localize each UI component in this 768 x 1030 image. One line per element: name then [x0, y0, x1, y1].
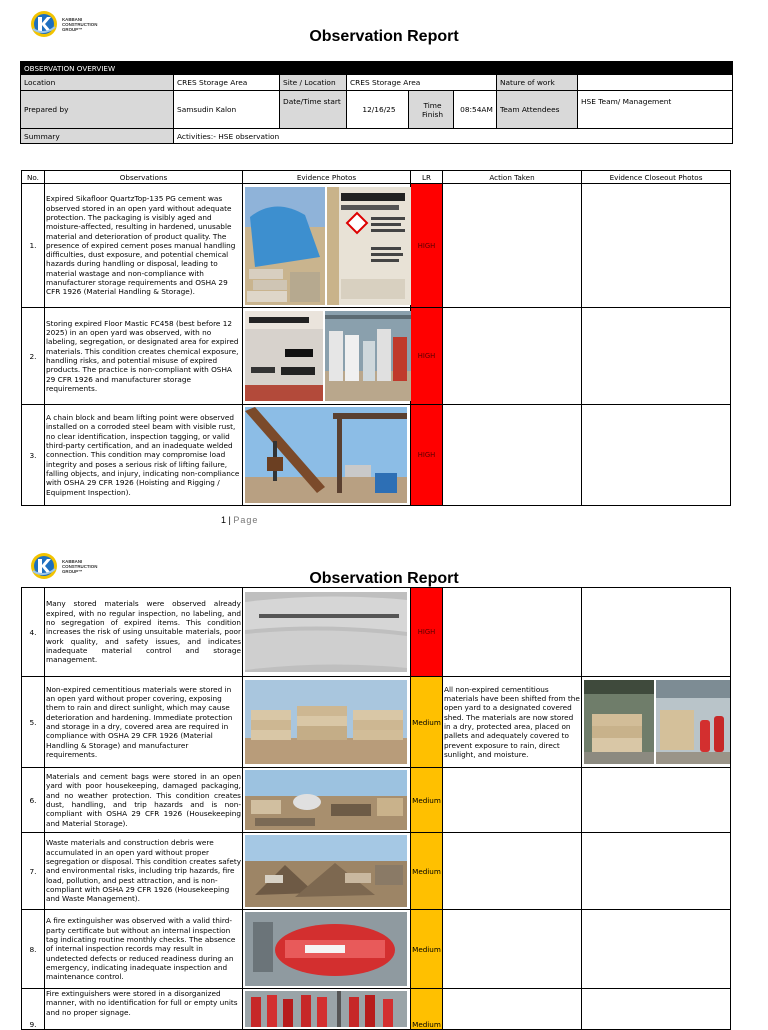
row-number: 6.	[22, 768, 45, 833]
cement-bags-photo	[245, 187, 325, 305]
evidence-photos	[243, 910, 411, 989]
page-number: 1	[221, 515, 227, 525]
stored-extinguishers-photo	[245, 991, 407, 1027]
location-label: Location	[21, 75, 174, 91]
row-number: 4.	[22, 588, 45, 677]
closeout-photos	[582, 405, 731, 506]
row-number: 2.	[22, 308, 45, 405]
row-number: 8.	[22, 910, 45, 989]
overview-header-row	[21, 62, 733, 75]
observation-text: Materials and cement bags were stored in an open yard with poor housekeeping, damaged packaging, and no weather protection. This condition creates dust, handling, and trip hazards and is non-compliant with OSHA 29 CFR 1926 (Housekeeping and Material Storage).	[45, 768, 243, 833]
col-evidence-photos: Evidence Photos	[243, 171, 411, 184]
drums-storage-photo	[325, 311, 411, 401]
evidence-photos	[243, 677, 411, 768]
table-row	[22, 588, 731, 677]
observations-header-row	[22, 171, 731, 184]
action-taken	[443, 833, 582, 910]
risk-level-badge: HIGH	[411, 588, 443, 677]
covered-shed-photo	[584, 680, 654, 764]
evidence-photos	[243, 588, 411, 677]
prepared-label: Prepared by	[21, 91, 174, 129]
overview-row-location	[21, 75, 733, 91]
row-number: 9.	[22, 989, 45, 1030]
time-finish-value: 08:54AM	[454, 91, 497, 129]
risk-level-badge: Medium	[411, 677, 443, 768]
observation-text: Non-expired cementitious materials were stored in an open yard without proper covering, exposing them to rain and direct sunlight, which may cause deterioration and hardening. Immediate protection and storage in a dry, covered area are required in compliance with OSHA 29 CFR 1926 (Material Handling & Storage) and manufacturer requirements.	[45, 677, 243, 768]
table-row	[22, 768, 731, 833]
observation-text: Expired Sikafloor QuartzTop-135 PG cement was observed stored in an open yard without adequate protection. The packaging is visibly aged and moisture-affected, resulting in hardened, unusable material and deterioration of product quality. The presence of expired cement poses manual handling difficulties, dust exposure, and potential chemical hazards during handling or disposal, leading to material wastage and non-compliance with manufacturer storage requirements and OSHA 29 CFR 1926 (Material Handling & Storage).	[45, 184, 243, 308]
fire-extinguisher-photo	[245, 912, 407, 986]
summary-value: Activities:- HSE observation	[174, 129, 733, 144]
observation-overview-table	[20, 61, 733, 144]
yard-housekeeping-photo	[245, 770, 407, 830]
row-number: 5.	[22, 677, 45, 768]
nature-label: Nature of work	[497, 75, 578, 91]
cement-pallets-photo	[245, 680, 407, 764]
overview-header: OBSERVATION OVERVIEW	[21, 62, 733, 75]
site-value: CRES Storage Area	[347, 75, 497, 91]
action-taken	[443, 184, 582, 308]
risk-level-badge: Medium	[411, 910, 443, 989]
observation-text: Storing expired Floor Mastic FC458 (best before 12 2025) in an open yard was observed, with no labeling, segregation, or designated area for expired materials. This condition creates chemical exposure, handling risks, and potential misuse of expired products. The practice is non-compliant with OSHA 29 CFR 1926 and manufacturer storage requirements.	[45, 308, 243, 405]
closeout-photos	[582, 677, 731, 768]
row-number: 1.	[22, 184, 45, 308]
page-label: Page	[233, 515, 259, 525]
observation-text: Fire extinguishers were stored in a disorganized manner, with no identification for full or empty units and no proper signage.	[45, 989, 243, 1030]
table-row	[22, 910, 731, 989]
shed-extinguisher-photo	[656, 680, 730, 764]
construction-debris-photo	[245, 835, 407, 907]
observation-text: Many stored materials were observed already expired, with no regular inspection, no labeling, and no segregation of expired items. This condition increases the risk of using unsuitable materials, poor work quality, and safety issues, and indicates inadequate material control and storage management.	[45, 588, 243, 677]
table-row	[22, 308, 731, 405]
action-taken	[443, 588, 582, 677]
page-title: Observation Report	[309, 28, 459, 45]
datetime-label: Date/Time start	[280, 91, 347, 129]
sikafloor-label-photo	[327, 187, 411, 305]
table-row	[22, 989, 731, 1030]
location-value: CRES Storage Area	[174, 75, 280, 91]
table-row	[22, 405, 731, 506]
col-observations: Observations	[45, 171, 243, 184]
closeout-photos	[582, 989, 731, 1030]
observation-text: Waste materials and construction debris were accumulated in an open yard without proper segregation or disposal. This condition creates safety and environmental risks, including trip hazards, fire load, pollution, and pest attraction, and is non-compliant with OSHA 29 CFR 1926 (Housekeeping and Waste Management).	[45, 833, 243, 910]
nature-value	[578, 75, 733, 91]
closeout-photos	[582, 910, 731, 989]
action-taken	[443, 989, 582, 1030]
page-title: Observation Report	[309, 570, 459, 587]
logo-text: KABBANI CONSTRUCTION GROUP™	[62, 16, 98, 32]
action-taken	[443, 308, 582, 405]
evidence-photos	[243, 184, 411, 308]
attendees-label: Team Attendees	[497, 91, 578, 129]
evidence-photos	[243, 308, 411, 405]
closeout-photos	[582, 588, 731, 677]
evidence-photos	[243, 768, 411, 833]
risk-level-badge: HIGH	[411, 184, 443, 308]
date-value: 12/16/25	[347, 91, 409, 129]
action-taken	[443, 405, 582, 506]
action-taken	[443, 910, 582, 989]
risk-level-badge: Medium	[411, 833, 443, 910]
time-finish-label: Time Finish	[409, 91, 454, 129]
risk-level-badge: HIGH	[411, 308, 443, 405]
evidence-photos	[243, 833, 411, 910]
overview-row-prepared	[21, 91, 733, 129]
risk-level-badge: HIGH	[411, 405, 443, 506]
page-number-footer	[221, 515, 258, 525]
evidence-photos	[243, 989, 411, 1030]
expired-bags-photo	[245, 592, 407, 672]
table-row	[22, 677, 731, 768]
action-taken: All non-expired cementitious materials have been shifted from the open yard to a designated covered shed. The materials are now stored in a dry, protected area, placed on pallets and adequately covered to prevent exposure to rain, direct sunlight, and moisture.	[443, 677, 582, 768]
col-no: No.	[22, 171, 45, 184]
closeout-photos	[582, 833, 731, 910]
summary-label: Summary	[21, 129, 174, 144]
col-lr: LR	[411, 171, 443, 184]
row-number: 3.	[22, 405, 45, 506]
col-closeout-photos: Evidence Closeout Photos	[582, 171, 731, 184]
table-row	[22, 833, 731, 910]
row-number: 7.	[22, 833, 45, 910]
risk-level-badge: Medium	[411, 768, 443, 833]
closeout-photos	[582, 768, 731, 833]
site-label: Site / Location	[280, 75, 347, 91]
closeout-photos	[582, 308, 731, 405]
action-taken	[443, 768, 582, 833]
observation-text: A fire extinguisher was observed with a valid third-party certificate but without an internal inspection tag indicating routine monthly checks. The absence of internal inspection records may result in undetected defects or reduced readiness during an emergency, indicating inadequate inspection and maintenance control.	[45, 910, 243, 989]
logo-text: KABBANI CONSTRUCTION GROUP™	[62, 558, 98, 574]
observations-table-page-1	[21, 170, 731, 506]
observation-text: A chain block and beam lifting point were observed installed on a corroded steel beam with visible rust, no clear identification, inspection tagging, or valid third-party certification, and an inadequate welded connection. This condition may compromise load integrity and poses a serious risk of lifting failure, falling objects, and injury, indicating non-compliance with OSHA 29 CFR 1926 (Hoisting and Rigging / Equipment Inspection).	[45, 405, 243, 506]
floor-mastic-label-photo	[245, 311, 323, 401]
observations-table-page-2	[21, 587, 731, 1030]
closeout-photos	[582, 184, 731, 308]
table-row	[22, 184, 731, 308]
col-action-taken: Action Taken	[443, 171, 582, 184]
page-separator: |	[226, 515, 234, 525]
evidence-photos	[243, 405, 411, 506]
risk-level-badge: Medium	[411, 989, 443, 1030]
attendees-value: HSE Team/ Management	[578, 91, 733, 129]
prepared-value: Samsudin Kalon	[174, 91, 280, 129]
overview-row-summary	[21, 129, 733, 144]
chain-block-beam-photo	[245, 407, 407, 503]
